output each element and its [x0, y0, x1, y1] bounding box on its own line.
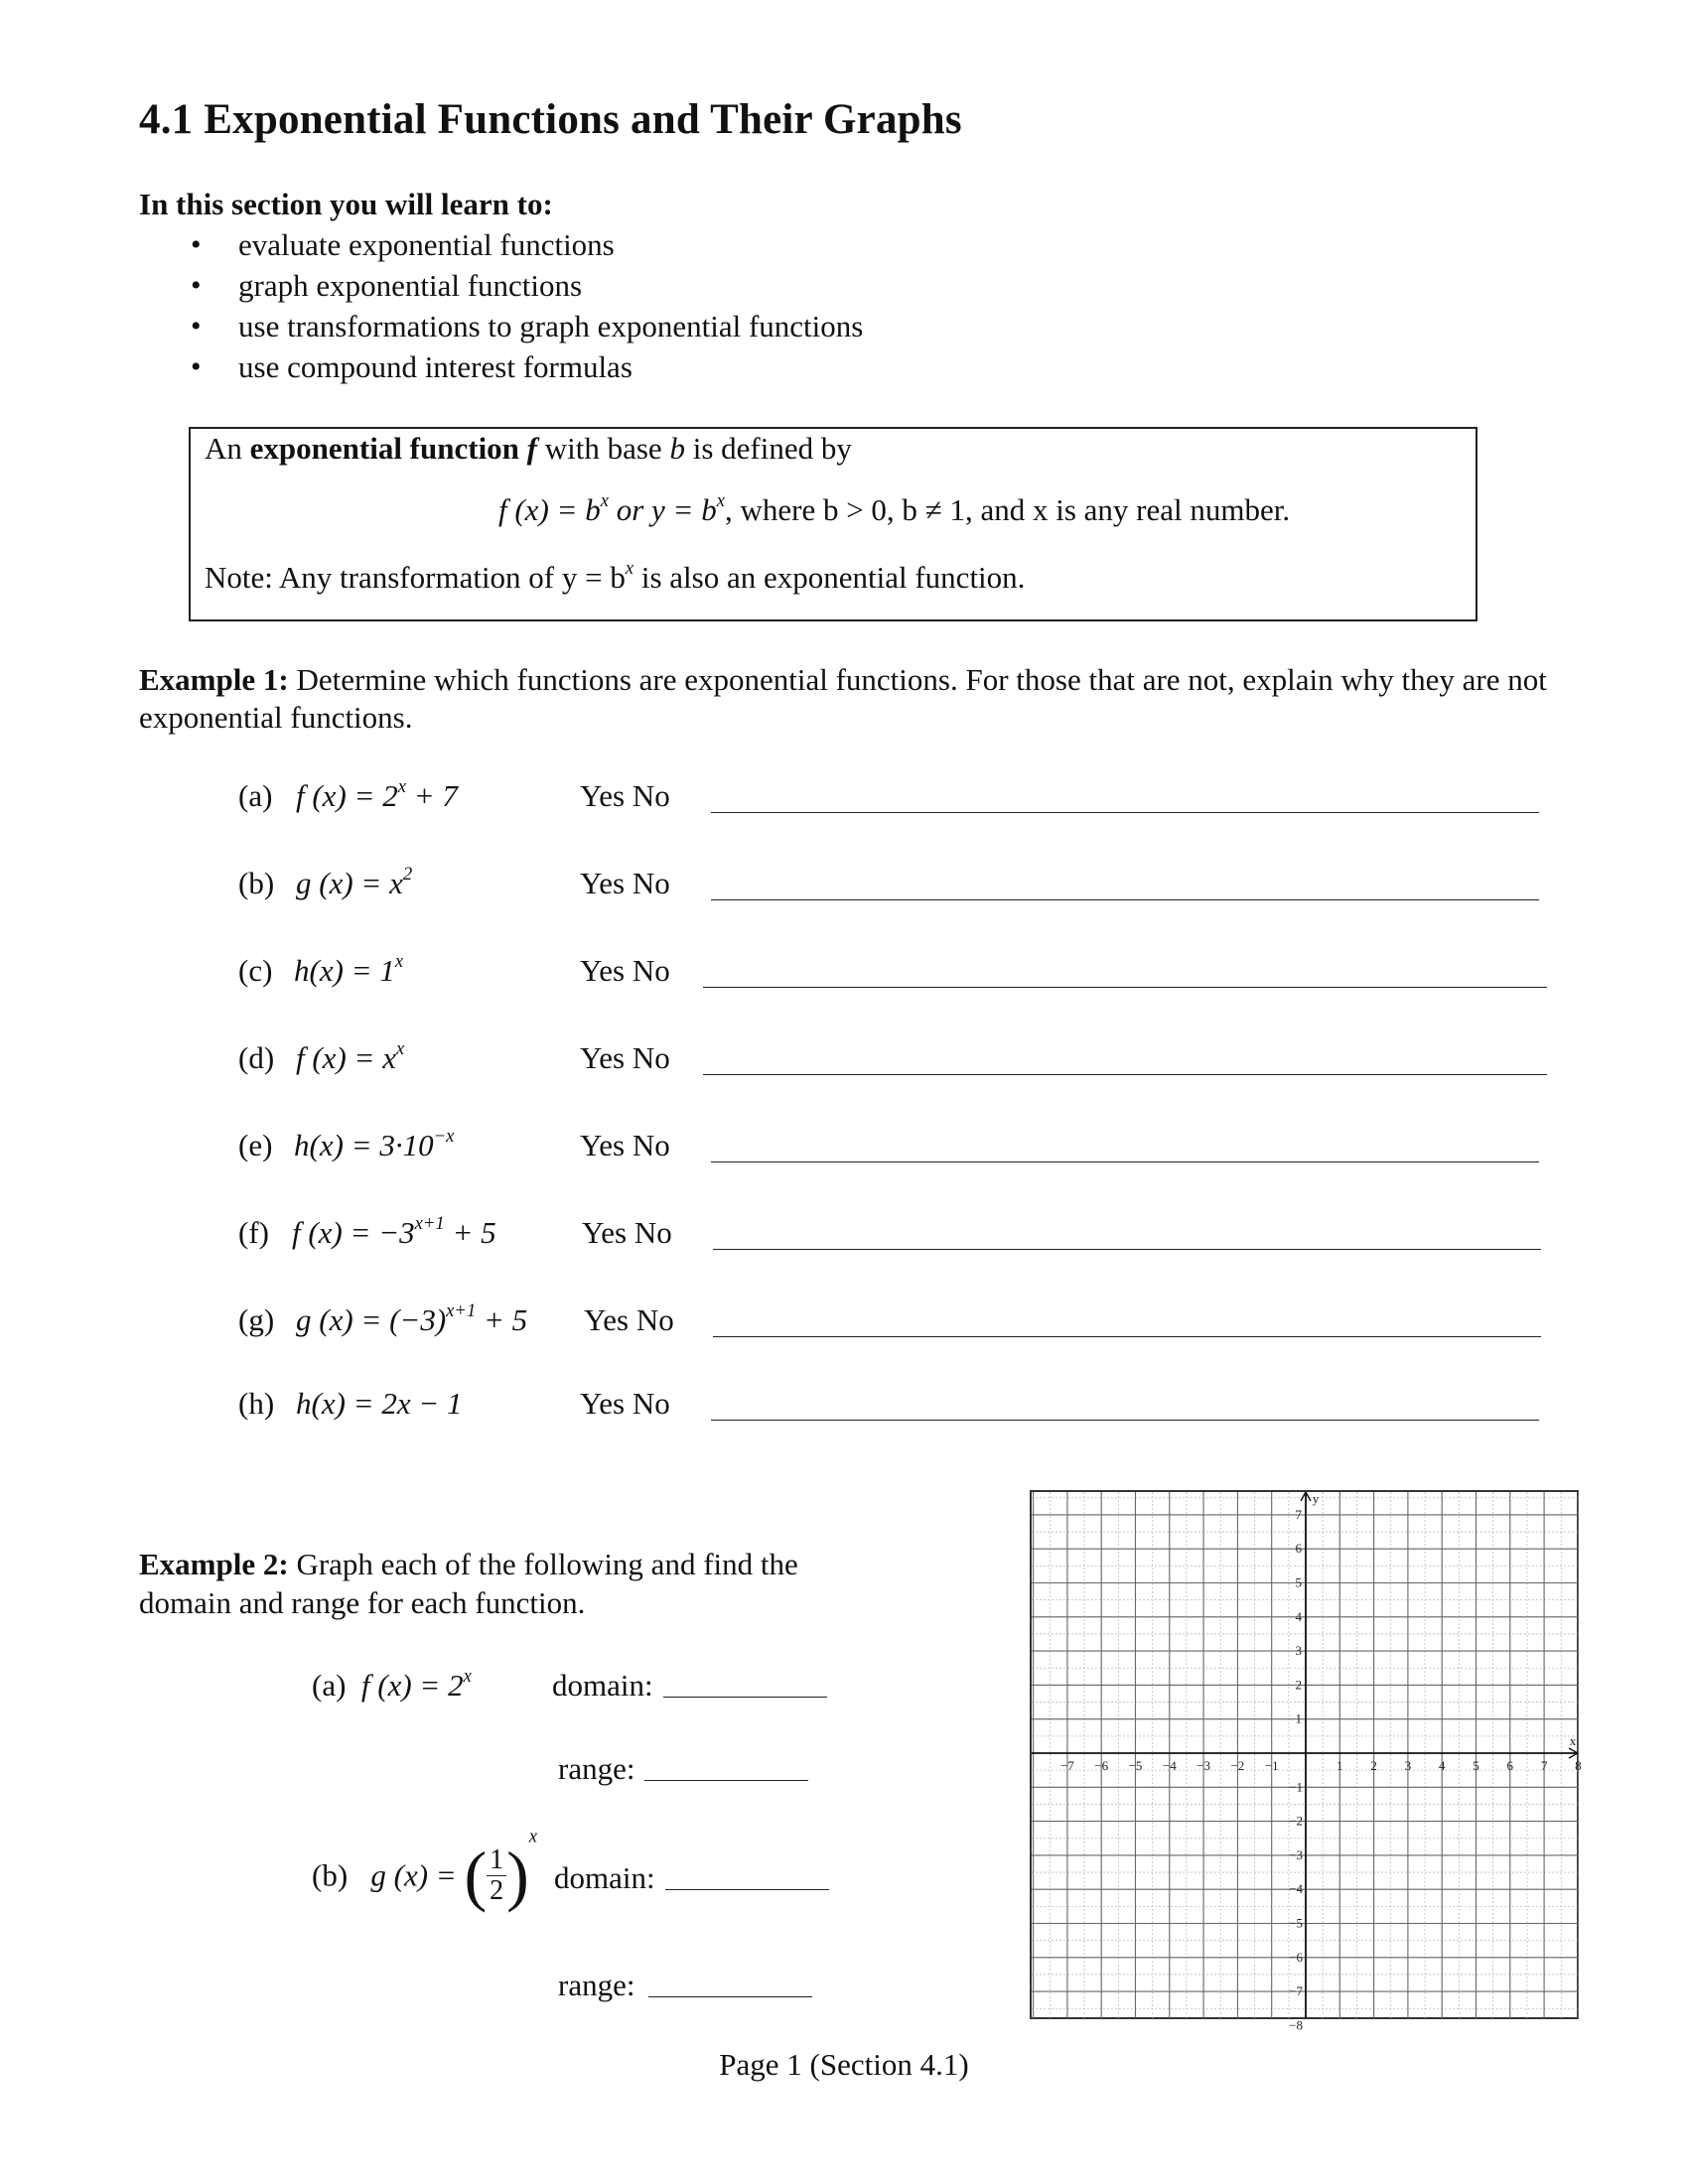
function-exponent: x — [528, 1826, 538, 1847]
item-function — [294, 1128, 454, 1163]
definition-text: with base — [537, 431, 670, 466]
objective-item: • graph exponential functions — [139, 265, 863, 306]
yes-no-choice[interactable]: Yes No — [580, 778, 670, 813]
yes-no-choice[interactable]: Yes No — [580, 1040, 670, 1075]
page-title: 4.1 Exponential Functions and Their Graphs — [139, 96, 962, 143]
y-tick-label: 5 — [1295, 1574, 1302, 1590]
x-tick-label: 5 — [1473, 1758, 1479, 1773]
example1-text: Determine which functions are exponential functions. For those that are not, explain why they are not exponential functions. — [139, 662, 1547, 735]
function-base: g (x) = — [370, 1857, 457, 1893]
function-base: f (x) = 2 — [360, 1668, 464, 1703]
learn-heading: In this section you will learn to: — [139, 187, 553, 221]
answer-line[interactable] — [713, 1336, 1541, 1337]
example1-prompt — [139, 661, 1569, 737]
item-function — [296, 866, 412, 901]
function-exponent: x+1 — [414, 1213, 445, 1235]
x-tick-label: −4 — [1162, 1758, 1177, 1773]
item-function — [296, 1386, 463, 1422]
x-tick-label: −7 — [1059, 1758, 1074, 1773]
grid-border — [1031, 1491, 1578, 2018]
item-letter: (b) — [238, 866, 275, 900]
domain-field-a[interactable] — [552, 1668, 827, 1704]
example2-prompt — [139, 1545, 894, 1622]
function-exponent: x — [463, 1666, 472, 1688]
x-tick-label: −3 — [1196, 1758, 1211, 1773]
function-tail: + 5 — [476, 1302, 528, 1337]
y-tick-label: 3 — [1295, 1643, 1302, 1659]
x-tick-label: −1 — [1264, 1758, 1279, 1773]
function-base: g (x) = x — [296, 866, 403, 900]
x-tick-label: 8 — [1575, 1758, 1582, 1773]
objectives-list — [139, 224, 863, 387]
formula-part: f (x) = b — [498, 492, 601, 527]
item-function — [296, 1040, 404, 1076]
item-function — [296, 778, 458, 814]
y-tick-label: −2 — [1289, 1813, 1303, 1829]
y-tick-label: −4 — [1289, 1881, 1303, 1897]
item-function — [296, 1302, 527, 1338]
fraction — [487, 1845, 506, 1906]
range-answer-line[interactable] — [648, 1969, 812, 1997]
answer-line[interactable] — [711, 812, 1539, 813]
function-exponent: x — [395, 1038, 405, 1060]
y-tick-label: −1 — [1289, 1779, 1303, 1795]
yes-no-choice[interactable]: Yes No — [580, 866, 670, 900]
domain-answer-line[interactable] — [665, 1861, 829, 1890]
answer-line[interactable] — [711, 899, 1539, 900]
fraction-denominator: 2 — [490, 1875, 504, 1906]
y-tick-label: −6 — [1289, 1949, 1303, 1965]
x-tick-label: −6 — [1094, 1758, 1109, 1773]
objective-item: • use transformations to graph exponential functions — [139, 306, 863, 346]
domain-field-b[interactable] — [554, 1860, 829, 1896]
domain-label: domain: — [554, 1860, 655, 1895]
range-field-a[interactable] — [558, 1751, 808, 1787]
yes-no-choice[interactable]: Yes No — [582, 1215, 672, 1250]
formula-part: , where b > 0, b ≠ 1, and x is any real number. — [724, 492, 1291, 527]
x-tick-label: −5 — [1128, 1758, 1143, 1773]
y-tick-label: −5 — [1289, 1915, 1303, 1931]
item-letter: (c) — [238, 953, 273, 988]
item-letter: (h) — [238, 1386, 275, 1421]
example2-item-a — [312, 1668, 472, 1704]
definition-b: b — [669, 431, 685, 466]
y-tick-label: 1 — [1295, 1710, 1302, 1726]
grid-tick-labels — [1060, 1491, 1582, 2032]
function-base: h(x) = 2x − 1 — [296, 1386, 463, 1421]
function-base: h(x) = 1 — [294, 953, 395, 988]
x-tick-label: 1 — [1336, 1758, 1343, 1773]
y-tick-label: 7 — [1295, 1506, 1302, 1522]
page-footer: Page 1 (Section 4.1) — [719, 2047, 969, 2082]
note-part: is also an exponential function. — [633, 560, 1026, 595]
definition-formula — [498, 492, 1290, 528]
yes-no-choice[interactable]: Yes No — [580, 1128, 670, 1162]
item-letter: (f) — [238, 1215, 269, 1250]
formula-exponent: x — [716, 490, 725, 512]
definition-f: f — [518, 431, 537, 466]
example2-text: Graph each of the following and find the domain and range for each function. — [139, 1547, 798, 1620]
item-letter: (a) — [312, 1668, 347, 1703]
answer-line[interactable] — [713, 1249, 1541, 1250]
domain-label: domain: — [552, 1668, 653, 1703]
paren-close: ) — [506, 1838, 529, 1913]
y-tick-label: 2 — [1295, 1677, 1302, 1693]
function-exponent: x+1 — [446, 1300, 477, 1322]
function-base: f (x) = x — [296, 1040, 396, 1075]
range-field-b[interactable] — [558, 1968, 812, 2003]
x-tick-label: 2 — [1370, 1758, 1377, 1773]
definition-term: exponential function — [249, 431, 519, 466]
yes-no-choice[interactable]: Yes No — [580, 1386, 670, 1421]
y-tick-label: 6 — [1295, 1541, 1302, 1557]
function-tail: + 7 — [405, 778, 458, 813]
paren-open: ( — [464, 1838, 488, 1913]
y-tick-label: −8 — [1289, 2017, 1303, 2033]
item-letter: (a) — [238, 778, 273, 813]
yes-no-choice[interactable]: Yes No — [580, 953, 670, 988]
note-part: Note: Any transformation of y = b — [205, 560, 626, 595]
coordinate-grid[interactable] — [1029, 1489, 1582, 2033]
definition-text: An — [205, 431, 250, 466]
item-letter: (g) — [238, 1302, 275, 1337]
function-exponent: −x — [433, 1126, 455, 1148]
definition-line — [205, 431, 852, 467]
note-exponent: x — [625, 558, 634, 580]
item-function — [292, 1215, 496, 1251]
x-tick-label: 4 — [1438, 1758, 1446, 1773]
item-function — [294, 953, 403, 989]
function-exponent: x — [397, 776, 406, 798]
x-tick-label: 6 — [1506, 1758, 1514, 1773]
example1-label: Example 1: — [139, 662, 289, 697]
formula-exponent: x — [600, 490, 609, 512]
function-exponent: 2 — [402, 864, 413, 886]
function-base: f (x) = 2 — [296, 778, 398, 813]
range-label: range: — [558, 1968, 635, 2002]
function-base: f (x) = −3 — [292, 1215, 415, 1250]
item-letter: (b) — [312, 1857, 349, 1893]
answer-line[interactable] — [711, 1420, 1539, 1421]
example2-item-b — [312, 1826, 538, 1915]
y-tick-label: −7 — [1289, 1983, 1303, 1999]
function-base: g (x) = (−3) — [296, 1302, 447, 1337]
objective-item: • use compound interest formulas — [139, 346, 863, 387]
function-base: h(x) = 3·10 — [294, 1128, 434, 1162]
formula-part: or y = b — [608, 492, 717, 527]
yes-no-choice[interactable]: Yes No — [584, 1302, 674, 1337]
answer-line[interactable] — [703, 987, 1547, 988]
x-axis-label: x — [1569, 1733, 1577, 1748]
range-label: range: — [558, 1751, 635, 1786]
example2-label: Example 2: — [139, 1547, 289, 1581]
grid-axes — [1032, 1492, 1578, 2018]
item-letter: (d) — [238, 1040, 275, 1075]
item-letter: (e) — [238, 1128, 273, 1162]
objective-item: • evaluate exponential functions — [139, 224, 863, 265]
answer-line[interactable] — [703, 1074, 1547, 1075]
function-tail: + 5 — [444, 1215, 496, 1250]
y-tick-label: 4 — [1295, 1608, 1302, 1624]
range-answer-line[interactable] — [644, 1752, 808, 1781]
definition-text: is defined by — [684, 431, 852, 466]
fraction-numerator: 1 — [487, 1845, 506, 1876]
answer-line[interactable] — [711, 1161, 1539, 1162]
y-axis-label: y — [1312, 1491, 1320, 1506]
definition-note — [205, 560, 1025, 596]
y-tick-label: −3 — [1289, 1846, 1303, 1862]
x-tick-label: −2 — [1230, 1758, 1245, 1773]
x-tick-label: 3 — [1404, 1758, 1412, 1773]
definition-box — [189, 427, 1477, 621]
domain-answer-line[interactable] — [663, 1669, 827, 1698]
function-exponent: x — [394, 951, 404, 973]
x-tick-label: 7 — [1540, 1758, 1548, 1773]
